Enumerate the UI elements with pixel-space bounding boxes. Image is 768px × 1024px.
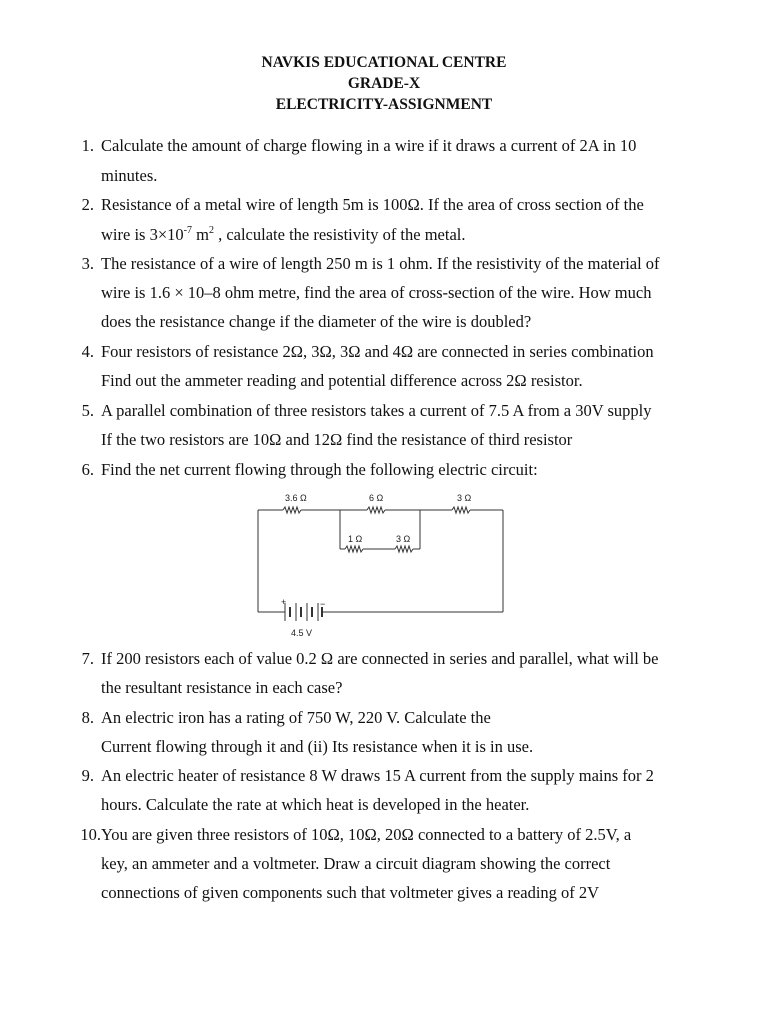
question-text-line: The resistance of a wire of length 250 m is 1 ohm. If the resistivity of the material of xyxy=(101,254,660,273)
question-number: 7. xyxy=(81,649,94,668)
question-text-line: If 200 resistors each of value 0.2 Ω are connected in series and parallel, what will be xyxy=(101,649,659,668)
question-number: 6. xyxy=(81,460,94,479)
question-text-line: wire is 1.6 × 10–8 ohm metre, find the area of cross-section of the wire. How much xyxy=(101,283,652,302)
battery-plus-sign: + xyxy=(281,597,287,607)
question-text-line: connections of given components such that voltmeter gives a reading of 2V xyxy=(101,883,600,902)
question-text-line: does the resistance change if the diameter of the wire is doubled? xyxy=(101,312,532,331)
question-number: 8. xyxy=(81,708,94,727)
question-number: 1. xyxy=(81,136,94,155)
resistor-label: 3 Ω xyxy=(396,534,411,544)
question-number: 10. xyxy=(80,825,101,844)
question-text-line: Calculate the amount of charge flowing in a wire if it draws a current of 2A in 10 xyxy=(101,136,637,155)
question-number: 9. xyxy=(81,766,94,785)
question-text-line: You are given three resistors of 10Ω, 10Ω, 20Ω connected to a battery of 2.5V, a xyxy=(101,825,632,844)
resistor-6-ohm xyxy=(367,507,385,513)
resistor-3.6-ohm xyxy=(283,507,301,513)
question-text-line: A parallel combination of three resistors takes a current of 7.5 A from a 30V supply xyxy=(101,401,652,420)
grade-title: GRADE-X xyxy=(347,75,421,92)
question-number: 2. xyxy=(81,195,94,214)
question-text-line: Find the net current flowing through the following electric circuit: xyxy=(101,460,538,479)
resistor-3-ohm-branch xyxy=(395,546,413,552)
question-number: 3. xyxy=(81,254,94,273)
question-text-line: Resistance of a metal wire of length 5m is 100Ω. If the area of cross section of the xyxy=(101,195,644,214)
question-text-line: wire is $3\times 10^{-7}$ $m^2$ , calculate the resistivity of the metal. xyxy=(101,225,466,244)
resistor-label: 3.6 Ω xyxy=(285,493,307,503)
resistor-3-ohm-top xyxy=(452,507,470,513)
resistor-label: 3 Ω xyxy=(457,493,472,503)
battery xyxy=(282,603,325,621)
question-number: 4. xyxy=(81,342,94,361)
question-text-line: Four resistors of resistance 2Ω, 3Ω, 3Ω and 4Ω are connected in series combination xyxy=(101,342,654,361)
question-text-line: hours. Calculate the rate at which heat is developed in the heater. xyxy=(101,795,530,814)
question-text-line: Current flowing through it and (ii) Its resistance when it is in use. xyxy=(101,737,534,756)
resistor-label: 6 Ω xyxy=(369,493,384,503)
question-text-line: An electric iron has a rating of 750 W, 220 V. Calculate the xyxy=(101,708,491,727)
question-text-line: An electric heater of resistance 8 W draws 15 A current from the supply mains for 2 xyxy=(101,766,654,785)
school-name: NAVKIS EDUCATIONAL CENTRE xyxy=(261,54,507,71)
question-number: 5. xyxy=(81,401,94,420)
resistor-1-ohm xyxy=(345,546,363,552)
assignment-title: ELECTRICITY-ASSIGNMENT xyxy=(275,96,493,113)
question-text-line: key, an ammeter and a voltmeter. Draw a circuit diagram showing the correct xyxy=(101,854,611,873)
question-text-line: If the two resistors are 10Ω and 12Ω find the resistance of third resistor xyxy=(101,430,573,449)
resistor-label: 1 Ω xyxy=(348,534,363,544)
question-text-line: the resultant resistance in each case? xyxy=(101,678,343,697)
question-text-line: minutes. xyxy=(101,166,158,185)
battery-minus-sign: − xyxy=(320,599,326,609)
question-text-line: Find out the ammeter reading and potential difference across 2Ω resistor. xyxy=(101,371,583,390)
battery-label: 4.5 V xyxy=(291,628,313,638)
